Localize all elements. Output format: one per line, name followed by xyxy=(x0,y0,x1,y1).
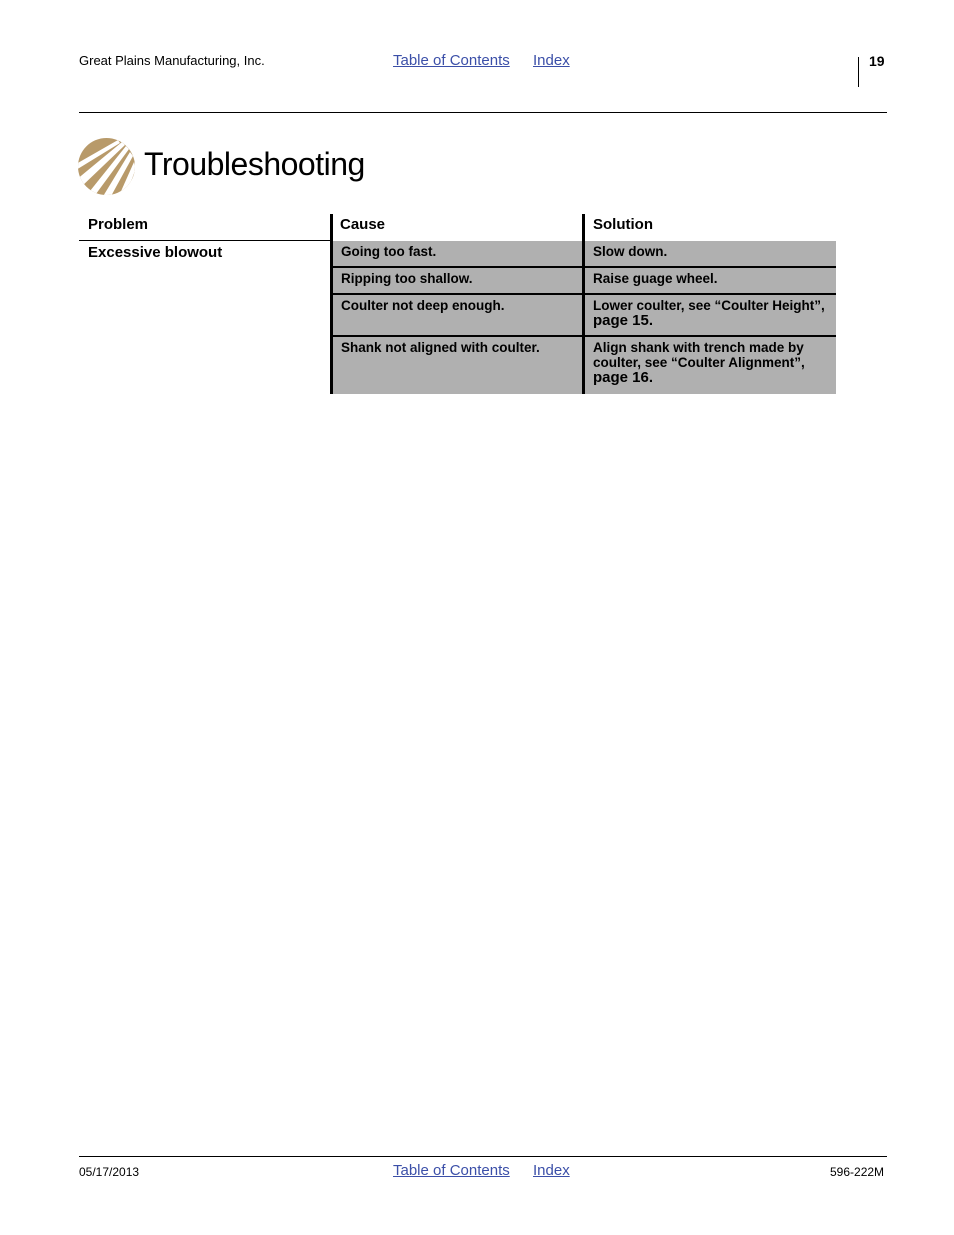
page-number-divider xyxy=(858,57,859,87)
footer-rule xyxy=(79,1156,887,1157)
solution-text: Align shank with trench made by coulter, see “Coulter Alignment”, xyxy=(593,340,805,370)
table-row-cause: Shank not aligned with coulter. xyxy=(333,337,583,394)
footer-index-link[interactable]: Index xyxy=(533,1162,570,1179)
header-rule xyxy=(79,112,887,113)
column-header-cause: Cause xyxy=(340,216,386,233)
great-plains-logo-icon xyxy=(78,138,135,195)
table-row-solution: Raise guage wheel. xyxy=(585,268,836,293)
column-header-problem: Problem xyxy=(88,216,149,233)
header-index-link[interactable]: Index xyxy=(533,52,570,69)
page-reference-link[interactable]: page 16. xyxy=(593,369,654,386)
header-toc-link[interactable]: Table of Contents xyxy=(393,52,510,69)
table-row-solution xyxy=(585,337,836,394)
column-divider xyxy=(330,214,333,394)
column-header-solution: Solution xyxy=(593,216,653,233)
table-row-solution xyxy=(585,295,836,335)
footer-toc-link[interactable]: Table of Contents xyxy=(393,1162,510,1179)
solution-text: Lower coulter, see “Coulter Height”, xyxy=(593,298,825,313)
table-row-cause: Going too fast. xyxy=(333,241,583,266)
table-row-cause: Ripping too shallow. xyxy=(333,268,583,293)
document-number: 596-222M xyxy=(830,1165,885,1179)
column-divider xyxy=(582,214,585,394)
page-number: 19 xyxy=(869,53,885,69)
problem-cell: Excessive blowout xyxy=(88,244,223,261)
page-reference-link[interactable]: page 15. xyxy=(593,312,654,329)
table-row-solution: Slow down. xyxy=(585,241,836,266)
footer-date: 05/17/2013 xyxy=(79,1165,140,1179)
problem-header-rule xyxy=(79,240,331,241)
company-name: Great Plains Manufacturing, Inc. xyxy=(79,53,265,68)
page-title: Troubleshooting xyxy=(144,146,365,182)
table-row-cause: Coulter not deep enough. xyxy=(333,295,583,335)
